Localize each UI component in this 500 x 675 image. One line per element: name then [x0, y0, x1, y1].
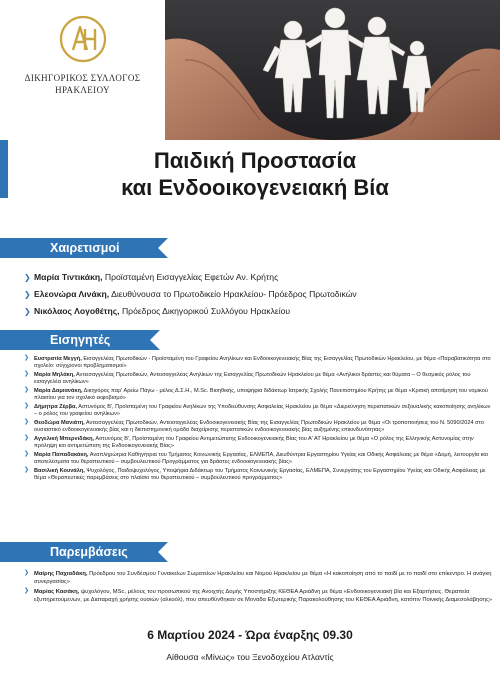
chevron-right-icon: ❯ — [24, 387, 30, 393]
greeting-item — [24, 269, 494, 286]
speaker-item — [24, 452, 494, 466]
speaker-text: Αναπληρώτρια Καθηγήτρια του Τμήματος Κοινωνικής Εργασίας, ΕΛΜΕΠΑ, Διευθύντρια Εργαστηρίου Υγείας και Οδικής Ασφάλειας με θέμα «Δομή, λειτουργία και αποτελέσματα του θεραπευτικού – συμβουλευτικού Προγράμματος για δράστες ενδοοικογενειακής βίας» — [34, 452, 488, 465]
chevron-right-icon: ❯ — [24, 588, 30, 595]
speaker-name: Μαρία Παπαδακάκη, — [34, 452, 89, 458]
section-bar-speakers — [0, 330, 160, 350]
logo-area — [0, 0, 165, 140]
greeting-name: Ελεονώρα Λινάκη, — [34, 289, 110, 299]
association-name-line2: ΗΡΑΚΛΕΙΟΥ — [55, 85, 110, 95]
chevron-right-icon: ❯ — [24, 355, 30, 361]
speaker-item — [24, 372, 494, 386]
speaker-item — [24, 436, 494, 450]
event-date-time: 6 Μαρτίου 2024 - Ώρα έναρξης 09.30 — [147, 628, 353, 642]
association-name-line1: ΔΙΚΗΓΟΡΙΚΟΣ ΣΥΛΛΟΓΟΣ — [24, 73, 141, 83]
chevron-right-icon: ❯ — [24, 403, 30, 409]
speaker-name: Ευστρατία Μεγγή, — [34, 356, 82, 362]
intervention-name: Μαίρης Παχιαδάκη, — [34, 571, 88, 577]
intervention-text: ψυχολόγου, MSc, μέλους του προσωπικού της Ανοιχτής Δομής Υποστήριξης ΚΕΘΕΑ Αριάδνη με θέμα «Ενδοοικογενειακή βία και Εξαρτήσεις. Θεραπεία εξυπηρετούμενων, με Διαταραχή χρήσης ουσιών (αλκοόλ), που απευθύνθηκαν σε Μονάδα Εξωτερικής Παρακολούθησης του ΚΕΘΕΑ Αριάδνη, κατόπιν Ποινικής Διαμεσολάβησης» — [34, 589, 493, 603]
intervention-item — [24, 589, 494, 604]
section-title-interventions: Παρεμβάσεις — [50, 545, 128, 559]
paper-family-in-hands-photo — [165, 0, 500, 140]
speaker-text: Δικηγόρος παρ' Αρείω Πάγω - μέλος Δ.Σ.Η., M.Sc. Βιοηθικής, υποψήφια διδάκτωρ Ιατρικής Σχολής Πανεπιστημίου Κρήτης με θέμα «Κριτική αποτίμηση του νομικού πλαισίου για τον σχολικό εκφοβισμό» — [34, 388, 488, 401]
chevron-right-icon: ❯ — [24, 435, 30, 441]
chevron-right-icon: ❯ — [24, 307, 31, 316]
page-title-line2: και Ενδοοικογενειακή Βία — [121, 175, 389, 200]
greeting-name: Νικόλαος Λογοθέτης, — [34, 306, 120, 316]
chevron-right-icon: ❯ — [24, 273, 31, 282]
header — [0, 0, 500, 140]
section-bar-greetings — [0, 238, 168, 258]
speaker-name: Θεοδώρα Μανιάτη, — [34, 420, 85, 426]
event-venue: Αίθουσα «Μίνως» του Ξενοδοχείου Ατλαντίς — [166, 652, 334, 662]
speaker-text: Εισαγγελέας Πρωτοδικών - Προϊσταμένη του Γραφείου Ανηλίκων και Ενδοοικογενειακής Βίας της Εισαγγελίας Πρωτοδικών Ηρακλείου, με θέμα «Παραβατικότητα στο σχολείο: σύγχρονοι προβληματισμοί» — [34, 356, 491, 369]
title-accent — [0, 140, 8, 198]
intervention-name: Μαρίας Κασάκη, — [34, 589, 80, 596]
speaker-item — [24, 356, 494, 370]
greetings-list — [24, 269, 494, 320]
section-title-greetings: Χαιρετισμοί — [50, 241, 120, 255]
speaker-item — [24, 468, 494, 482]
page-title — [20, 147, 490, 201]
intervention-item — [24, 571, 494, 586]
greeting-role: Διευθύνουσα το Πρωτοδικείο Ηρακλείου- Πρόεδρος Πρωτοδικών — [111, 289, 357, 299]
section-bar-interventions — [0, 542, 168, 562]
chevron-right-icon: ❯ — [24, 570, 30, 576]
chevron-right-icon: ❯ — [24, 371, 30, 377]
section-bar-notch — [150, 330, 160, 350]
speaker-item — [24, 420, 494, 434]
greeting-item — [24, 303, 494, 320]
chevron-right-icon: ❯ — [24, 290, 31, 299]
speaker-text: Αστυνόμος Β', Προϊσταμένη του Γραφείου Αντιμετώπισης Ενδοοικογενειακής Βίας του Α' ΑΤ Ηρακλείου με θέμα «Ο ρόλος της Ελληνικής Αστυνομίας στην πρόληψη και αντιμετώπιση της Ενδοοικογενειακής Βίας» — [34, 436, 474, 449]
interventions-list — [24, 571, 494, 607]
association-logo-icon — [58, 14, 108, 64]
chevron-right-icon: ❯ — [24, 419, 30, 425]
speaker-text: Αντεισαγγελέας Πρωτοδικών, Αντεισαγγελέας Ανηλίκων της Εισαγγελίας Πρωτοδικών Ηρακλείου με θέμα «Ανήλικοι δράστες και θύματα – Ο θεσμικός ρόλος του εισαγγελέα ανηλίκων» — [34, 372, 471, 385]
speaker-name: Μαρία Δαμιανάκη, — [34, 388, 83, 394]
greeting-item — [24, 286, 494, 303]
speaker-name: Βασιλική Κουνάλη, — [34, 468, 85, 474]
section-bar-notch — [158, 238, 168, 258]
chevron-right-icon: ❯ — [24, 451, 30, 457]
speakers-list — [24, 356, 494, 484]
speaker-text: Αστυνόμος Β', Προϊσταμένη του Γραφείου Ανηλίκων της Υποδιεύθυνσης Ασφαλείας Ηρακλείου με θέμα «Διερεύνηση περιστατικών σεξουαλικής κακοποίησης ανηλίκων – ο ρόλος του γραφείου ανηλίκων» — [34, 404, 491, 417]
greeting-role: Προϊσταμένη Εισαγγελίας Εφετών Αν. Κρήτης — [104, 272, 279, 282]
speaker-name: Δήμητρα Ζέρβα, — [34, 404, 78, 410]
speaker-name: Αγγελική Μπερνιδάκη, — [34, 436, 95, 442]
greeting-role: Πρόεδρος Δικηγορικού Συλλόγου Ηρακλείου — [121, 306, 291, 316]
speaker-item — [24, 388, 494, 402]
association-name — [0, 72, 165, 96]
speaker-name: Μαρία Μηλάκη, — [34, 372, 75, 378]
intervention-text: Πρόεδρου του Συνδέσμου Γυναικείων Σωματείων Ηρακλείου και Νομού Ηρακλείου με θέμα «Η κακοποίηση από το παιδί με το παιδί στο επίκεντρο. Η ανάγκη συνεργασίας» — [34, 571, 492, 585]
greeting-name: Μαρία Τιντικάκη, — [34, 272, 103, 282]
section-title-speakers: Εισηγητές — [50, 333, 111, 347]
speaker-text: Αντεισαγγελέας Πρωτοδικών, Αντεισαγγελέας Ενδοοικογενειακής Βίας της Εισαγγελίας Πρωτοδικών Ηρακλείου με θέμα «Οι τροποποιήσεις του Ν. 5090/2024 στο ουσιαστικό ενδοοικογενειακής βίας και η διεπιστημονική ομάδα διαχείρισης περιστατικών ενδοοικογενειακής βίας αυξημένης επικινδυνότητας» — [34, 420, 484, 433]
speaker-item — [24, 404, 494, 418]
speaker-text: Ψυχολόγος, Παιδοψυχολόγος, Υποψήφια Διδάκτωρ του Τμήματος Κοινωνικής Εργασίας, ΕΛΜΕΠΑ, Συνεργάτης του Εργαστηρίου Υγείας και Οδικής Ασφάλειας με θέμα «Θεραπευτικές παρεμβάσεις στο πλαίσιο του θεραπευτικού – συμβουλευτικού προγράμματος» — [34, 468, 486, 481]
chevron-right-icon: ❯ — [24, 467, 30, 473]
section-bar-notch — [158, 542, 168, 562]
page-title-line1: Παιδική Προστασία — [153, 148, 357, 173]
